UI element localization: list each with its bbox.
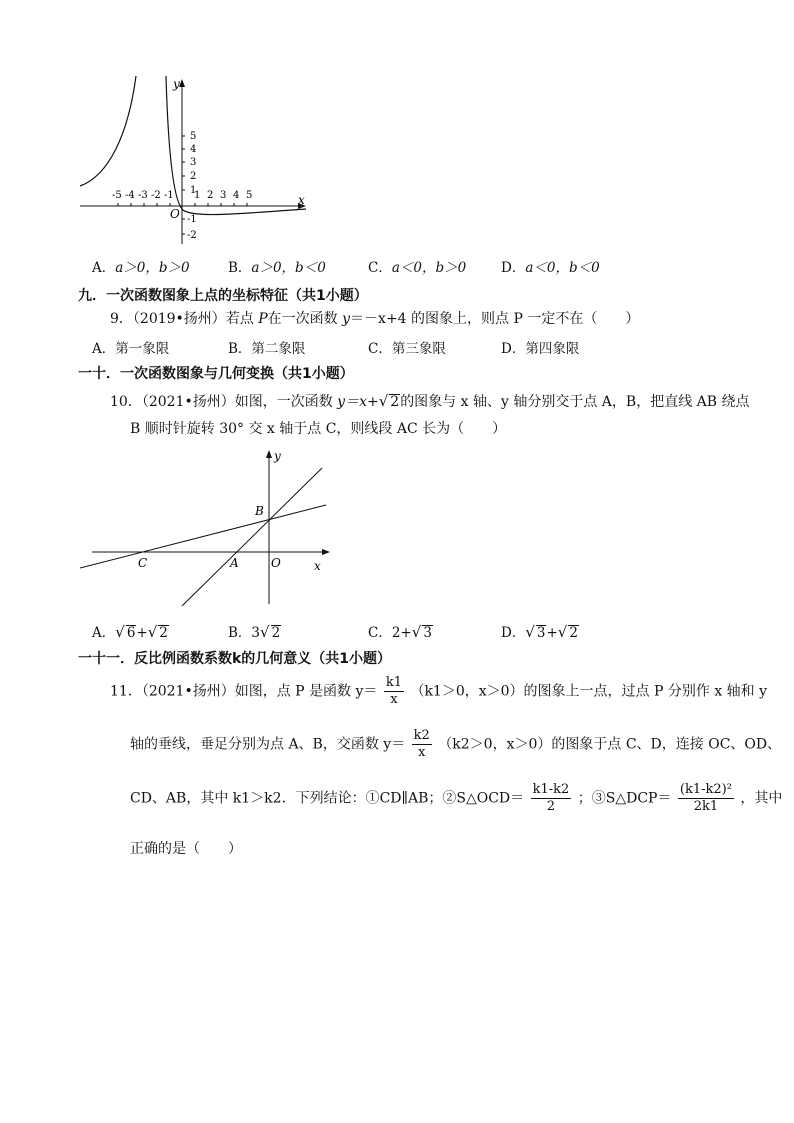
section-10-heading: 一十．一次函数图象与几何变换（共1小题） bbox=[78, 366, 354, 382]
y-tick: -2 bbox=[187, 230, 197, 241]
figure-graph-1 bbox=[78, 76, 313, 246]
x-tick: 5 bbox=[246, 190, 253, 201]
x-axis-arrow bbox=[322, 549, 330, 555]
q11-stem-line1: 11．（2021•扬州）如图，点 P 是函数 y＝ $\frac{k1}{x}$ （k1＞0，x＞0）的图象上一点，过点 P 分别作 x 轴和 y bbox=[110, 675, 768, 707]
figure-graph-2 bbox=[78, 444, 340, 609]
y-axis-label: y bbox=[274, 449, 281, 463]
q10-option-d[interactable]: D．√ 3+√ 2 bbox=[501, 623, 578, 641]
q9-option-b[interactable]: B．第二象限 bbox=[228, 341, 306, 357]
y-axis-arrow bbox=[179, 79, 185, 87]
q11-stem-line2: 轴的垂线，垂足分别为点 A、B，交函数 y＝ $\frac{k2}{x}$ （k2＞0，x＞0）的图象于点 C、D，连接 OC、OD、 bbox=[130, 728, 782, 760]
q9-option-a[interactable]: A．第一象限 bbox=[92, 341, 170, 357]
origin-label: O bbox=[170, 207, 180, 221]
x-tick: -4 bbox=[125, 190, 135, 201]
q11-stem-line3: CD、AB，其中 k1＞k2．下列结论：①CD∥AB；②S△OCD＝ $\frac{k1-k2}{2}$ ；③S△DCP＝ $\frac{\text{(k1-k2)²}}{2k1}$ ，其中 bbox=[130, 782, 783, 814]
x-tick: 1 bbox=[194, 190, 201, 201]
y-tick: 3 bbox=[190, 157, 197, 168]
q10-option-a[interactable]: A．√ 6+√ 2 bbox=[92, 623, 168, 641]
q8-option-c[interactable]: C．a＜0，b＞0 bbox=[368, 260, 467, 276]
y-axis-label: y bbox=[173, 77, 180, 91]
q9-option-c[interactable]: C．第三象限 bbox=[368, 341, 446, 357]
y-tick: 1 bbox=[190, 185, 197, 196]
point-a-label: A bbox=[230, 556, 239, 570]
y-tick: 5 bbox=[190, 131, 197, 142]
fraction-k1-minus-k2-squared-over-2k1: $\frac{\text{(k1-k2)²}}{2k1}$ bbox=[679, 782, 732, 814]
x-tick: 2 bbox=[207, 190, 214, 201]
q9-option-d[interactable]: D．第四象限 bbox=[501, 341, 580, 357]
y-tick: -1 bbox=[187, 214, 197, 225]
y-tick: 2 bbox=[190, 171, 197, 182]
x-axis-label: x bbox=[298, 193, 305, 207]
point-b-label: B bbox=[255, 504, 264, 518]
fraction-k1-minus-k2-over-2: $\frac{k1-k2}{2}$ bbox=[532, 782, 570, 814]
q11-stem-line4: 正确的是（ ） bbox=[130, 841, 242, 857]
y-tick: 4 bbox=[190, 144, 197, 155]
x-tick: 3 bbox=[220, 190, 227, 201]
x-tick: -2 bbox=[151, 190, 161, 201]
x-axis-label: x bbox=[314, 559, 321, 573]
curve-left-branch bbox=[80, 76, 136, 186]
origin-label: O bbox=[271, 556, 281, 570]
point-c-label: C bbox=[138, 556, 148, 570]
q10-option-b[interactable]: B．3√ 2 bbox=[228, 623, 281, 641]
q8-option-d[interactable]: D．a＜0，b＜0 bbox=[501, 260, 600, 276]
x-tick: -5 bbox=[112, 190, 122, 201]
q9-stem: 9．（2019•扬州）若点 P在一次函数 y＝－x+4 的图象上，则点 P 一定不在（ ） bbox=[110, 311, 640, 327]
x-tick: 4 bbox=[233, 190, 240, 201]
x-tick: -3 bbox=[138, 190, 148, 201]
y-axis-arrow bbox=[266, 450, 272, 458]
q8-option-a[interactable]: A．a＞0，b＞0 bbox=[92, 260, 190, 276]
fraction-k1-over-x: $\frac{k1}{x}$ bbox=[385, 675, 402, 707]
fraction-k2-over-x: $\frac{k2}{x}$ bbox=[413, 728, 430, 760]
section-9-heading: 九．一次函数图象上点的坐标特征（共1小题） bbox=[78, 288, 368, 304]
q10-stem-line2: B 顺时针旋转 30° 交 x 轴于点 C，则线段 AC 长为（ ） bbox=[130, 421, 507, 437]
section-11-heading: 一十一．反比例函数系数k的几何意义（共1小题） bbox=[78, 651, 392, 667]
x-tick: -1 bbox=[164, 190, 174, 201]
q8-option-b[interactable]: B．a＞0，b＜0 bbox=[228, 260, 326, 276]
q10-stem-line1: 10．（2021•扬州）如图，一次函数 y＝x+√ 2的图象与 x 轴、y 轴分别交于点 A，B，把直线 AB 绕点 bbox=[110, 392, 750, 410]
q10-option-c[interactable]: C．2+√ 3 bbox=[368, 623, 432, 641]
line-bc bbox=[80, 505, 326, 568]
